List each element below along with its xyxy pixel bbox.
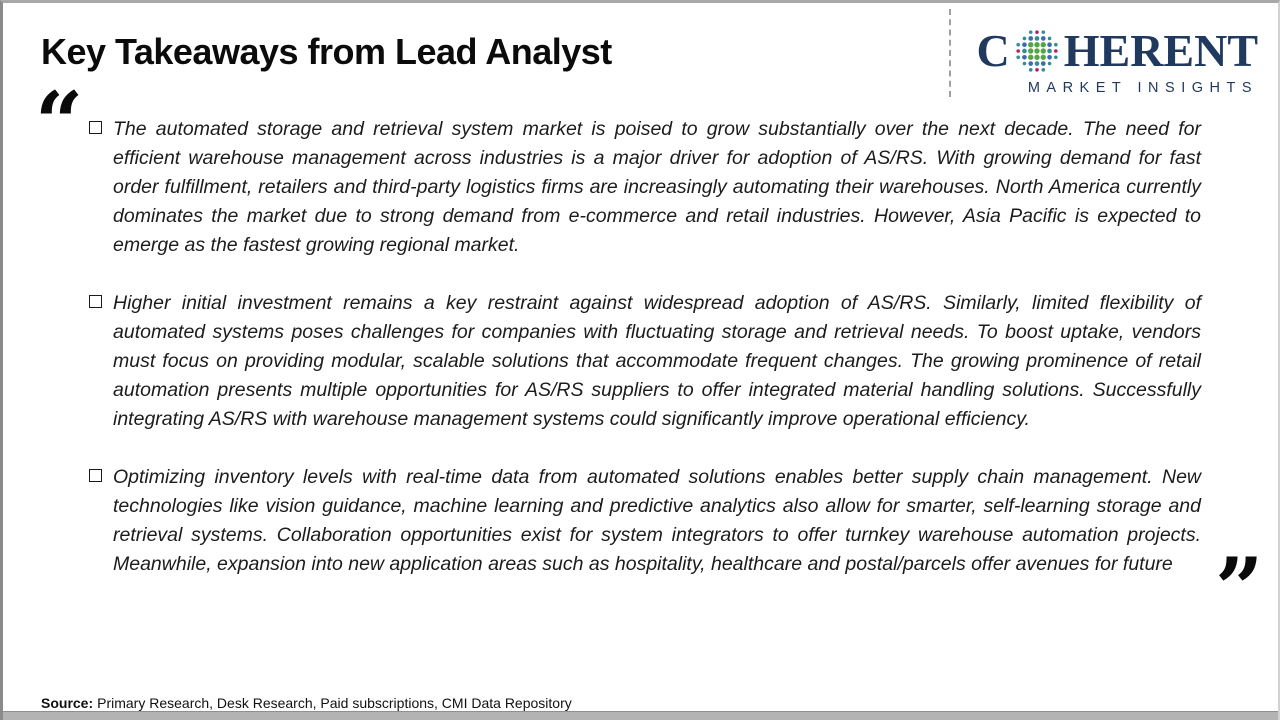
dashed-separator bbox=[949, 9, 951, 97]
source-text: Primary Research, Desk Research, Paid subscriptions, CMI Data Repository bbox=[97, 695, 572, 711]
checkbox-bullet-icon bbox=[89, 469, 102, 482]
bullet-text: Higher initial investment remains a key restraint against widespread adoption of AS/RS. Similarly, limited flexibility of automated systems poses challenges for companies with fluctuating storage and retrieval needs. To boost uptake, vendors must focus on providing modular, scalable solutions that accommodate frequent changes. The growing prominence of retail automation presents multiple opportunities for AS/RS suppliers to offer integrated material handling solutions. Successfully integrating AS/RS with warehouse management systems could significantly improve operational efficiency. bbox=[113, 292, 1201, 430]
bullet-text: Optimizing inventory levels with real-time data from automated solutions enables better supply chain management. New technologies like vision guidance, machine learning and predictive analytics also allow for smarter, self-learning storage and retrieval systems. Collaboration opportunities exist for system integrators to offer turnkey warehouse automation projects. Meanwhile, expansion into new application areas such as hospitality, healthcare and postal/parcels offer avenues for future bbox=[113, 466, 1201, 575]
brand-letters-rest: HERENT bbox=[1063, 25, 1258, 76]
bullet-item bbox=[113, 289, 1201, 434]
open-quote-icon: “ bbox=[35, 73, 84, 172]
brand-tagline: MARKET INSIGHTS bbox=[1027, 80, 1258, 96]
bullet-list bbox=[113, 115, 1201, 579]
source-line bbox=[41, 695, 572, 711]
close-quote-icon: ” bbox=[1215, 539, 1264, 638]
checkbox-bullet-icon bbox=[89, 121, 102, 134]
bottom-bar bbox=[3, 711, 1278, 720]
globe-icon bbox=[1011, 25, 1063, 77]
brand-letter-c: C bbox=[976, 25, 1010, 76]
page-title: Key Takeaways from Lead Analyst bbox=[41, 31, 612, 72]
source-label: Source: bbox=[41, 695, 94, 711]
bullet-item bbox=[113, 463, 1201, 579]
bullet-text: The automated storage and retrieval system market is poised to grow substantially over the next decade. The need for efficient warehouse management across industries is a major driver for adoption of AS/RS. With growing demand for fast order fulfillment, retailers and third-party logistics firms are increasingly automating their warehouses. North America currently dominates the market due to strong demand from e-commerce and retail industries. However, Asia Pacific is expected to emerge as the fastest growing regional market. bbox=[113, 118, 1201, 256]
bullet-item bbox=[113, 115, 1201, 260]
brand-name bbox=[962, 25, 1258, 77]
brand-logo bbox=[962, 25, 1258, 96]
checkbox-bullet-icon bbox=[89, 295, 102, 308]
